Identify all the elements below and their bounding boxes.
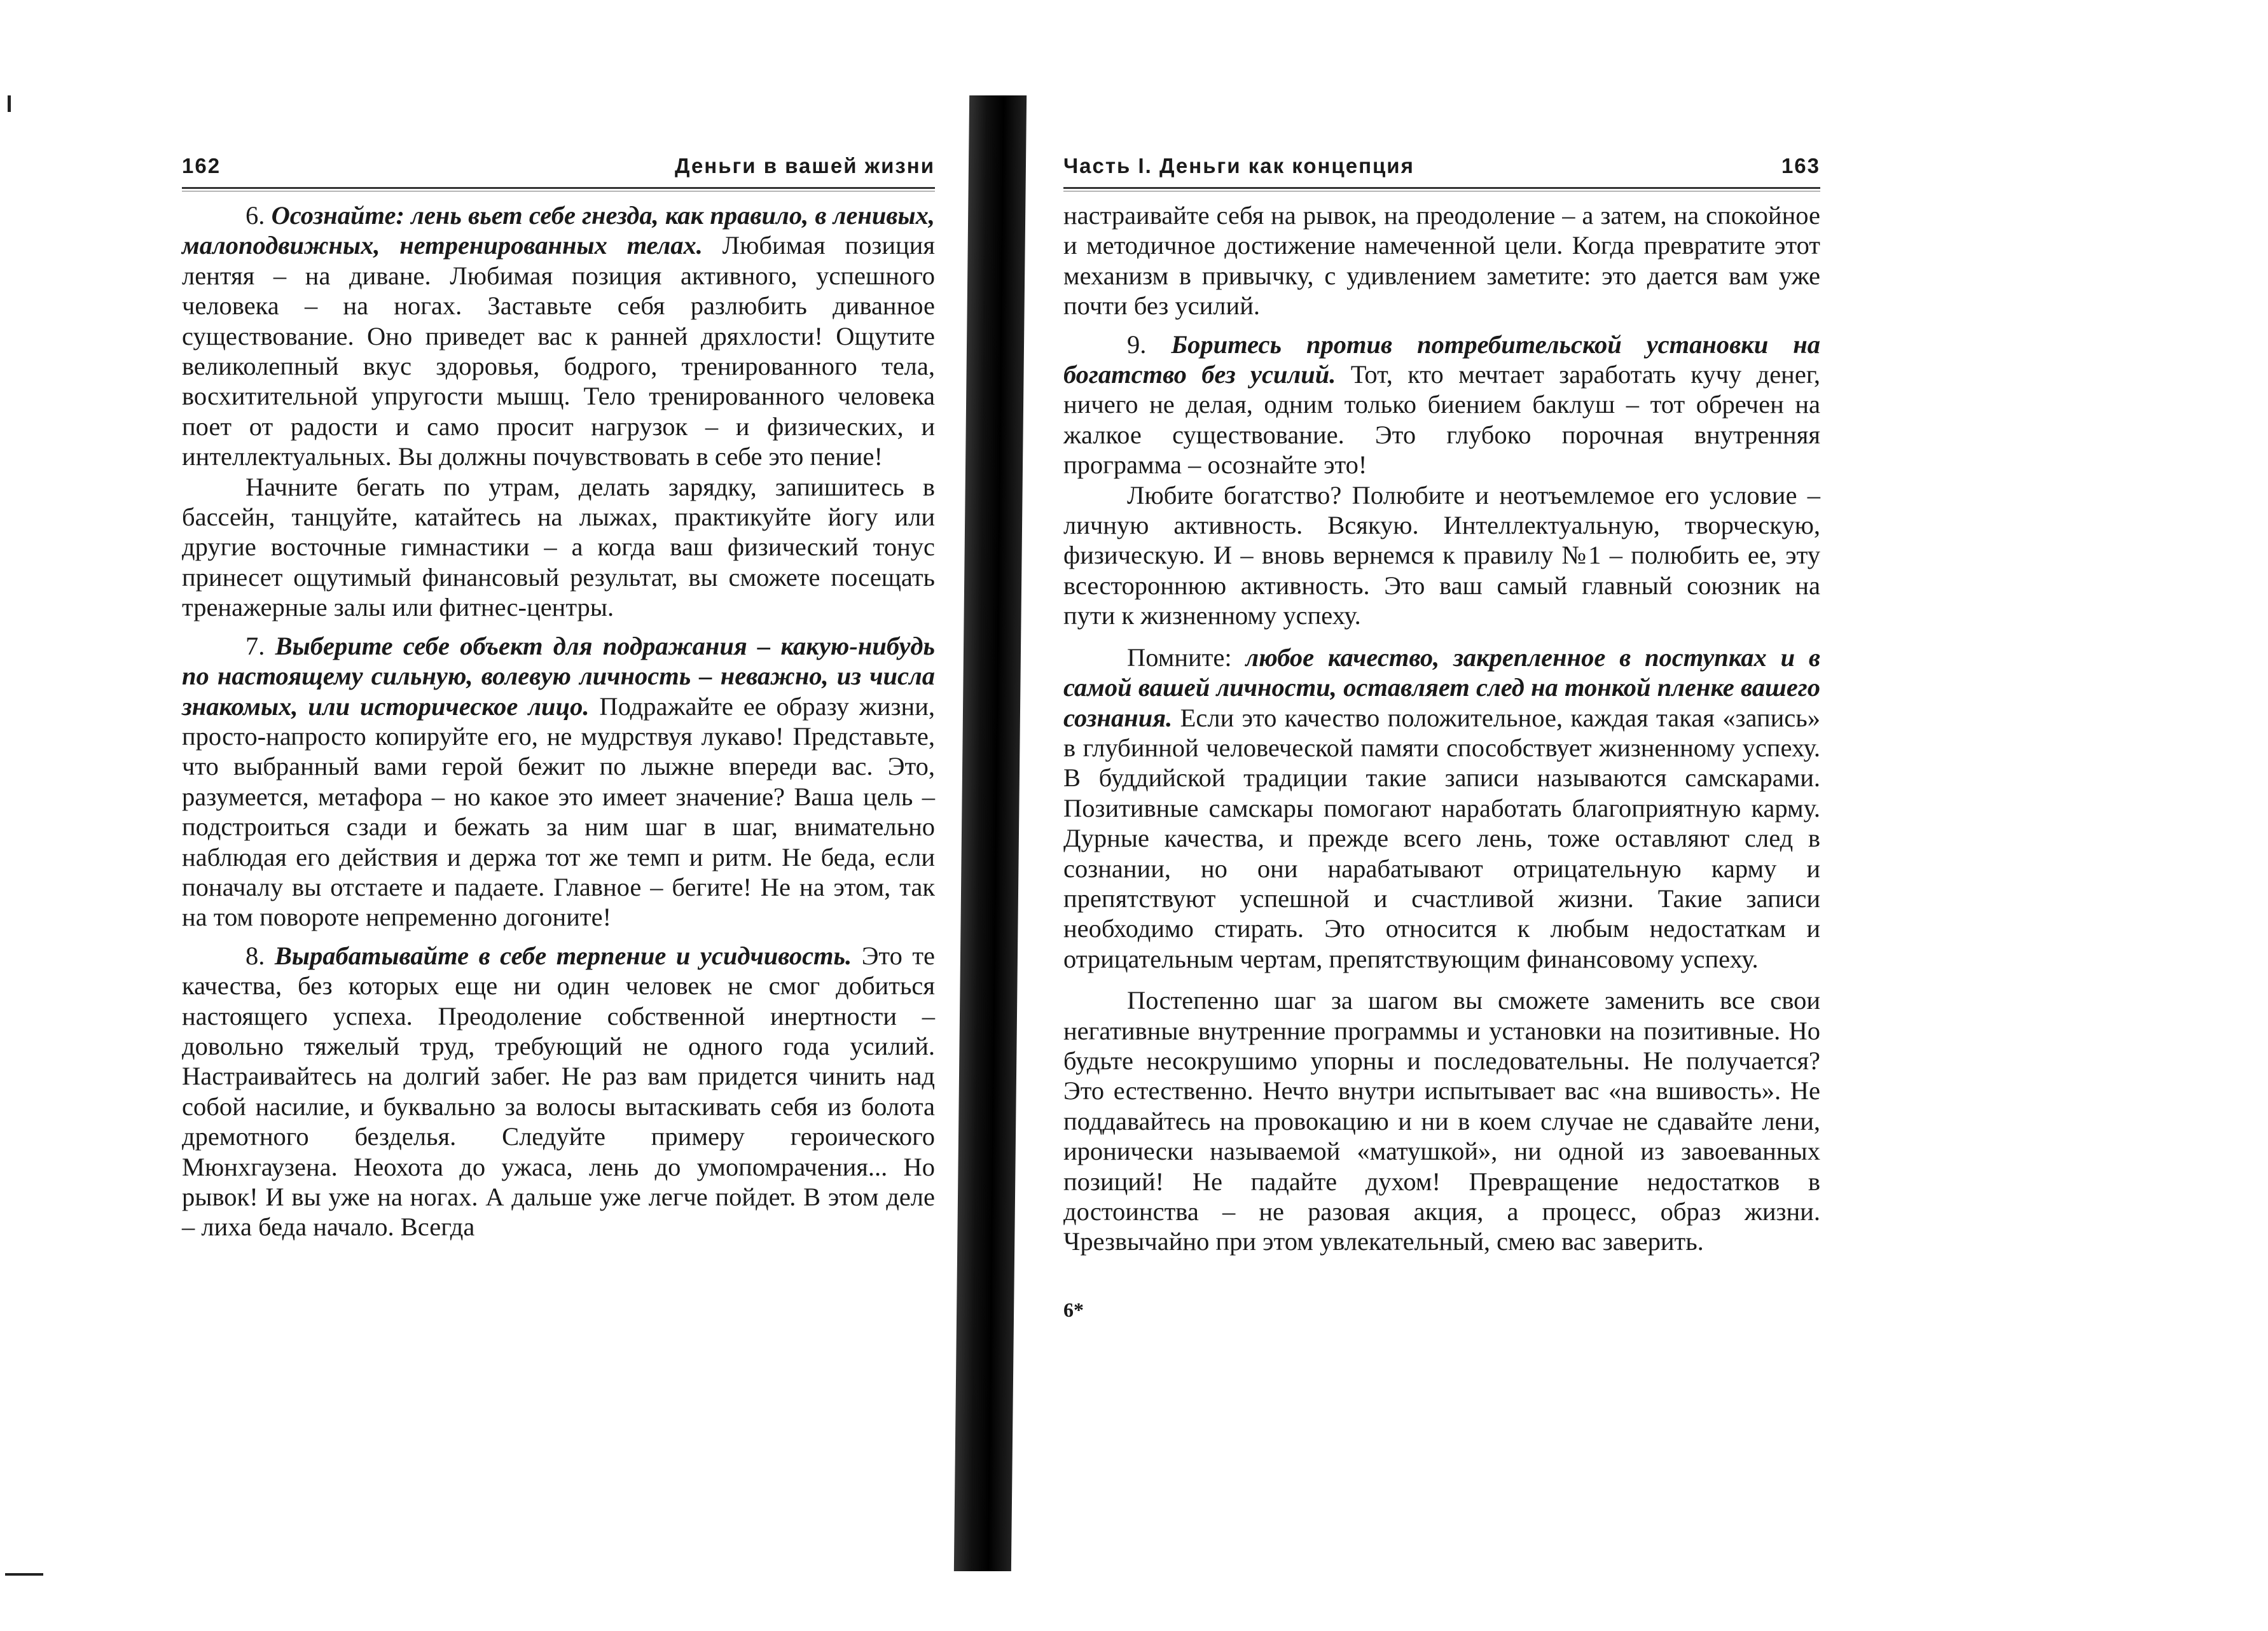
paragraph-text: Это те качества, без которых еще ни один человек не смог добиться настоящего успеха. Преодоление собственной инертности – довольно тяжелый труд, требующий не одного года усилий. Настраивайтесь на долгий забег. Не раз вам придется чинить над собой насилие, и буквально за волосы вытаскивать себя из болота дремотного безделья. Следуйте примеру героического Мюнхгаузена. Неохота до ужаса, лень до умопомрачения... Но рывок! И вы уже на ногах. А дальше уже легче пойдет. В этом деле – лиха беда начало. Всегда <box>182 941 936 1242</box>
right-page <box>1063 151 1820 1325</box>
paragraph-text: Любимая позиция лентяя – на диване. Любимая позиция активного, успешного человека – на ногах. Заставьте себя разлюбить диванное существование. Оно приведет вас к ранней дряхлости! Ощутите великолепный вкус здоровья, бодрого, тренированного тела, восхитительной упругости мышц. Тело тренированного человека поет от радости и само просит нагрузок – и физических, и интеллектуальных. Вы должны почувствовать в себе это пение! <box>182 231 935 471</box>
paragraph-text: Подражайте ее образу жизни, просто-напросто копируйте его, не мудрствуя лукаво! Представьте, что выбранный вами герой бежит по лыжне впереди вас. Это, разумеется, метафора – но какое это имеет значение? Ваша цель – подстроиться сзади и бежать за ним шаг в шаг, внимательно наблюдая его действия и держа тот же темп и ритм. Не беда, если поначалу вы отстаете и падаете. Главное – бегите! Не на этом, так на том повороте непременно догоните! <box>182 691 935 932</box>
item-number: 7. <box>245 631 275 660</box>
paragraph-text: настраивайте себя на рывок, на преодоление – а затем, на спокойное и методичное достижение намеченной цели. Когда превратите этот механизм в привычку, с удивлением заметите: это дается вам уже почти без усилий. <box>1063 201 1820 321</box>
header-rule <box>1063 187 1820 191</box>
item-number: 8. <box>245 941 275 970</box>
page-header <box>182 151 935 187</box>
left-page <box>182 151 935 1242</box>
emphasis-text: Выберите себе объект для подражания – какую-нибудь по настоящему сильную, волевую личность – неважно, из числа знакомых, или историческое лицо. <box>182 631 935 721</box>
paragraph-text: Если это качество положительное, каждая такая «запись» в глубинной человеческой памяти способствует жизненному успеху. В буддийской традиции такие записи называются самскарами. Позитивные самскары помогают наработать благоприятную карму. Дурные качества, и прежде всего лень, тоже оставляют след в сознании, но они нарабатывают отрицательную карму и препятствуют успешной и счастливой жизни. Такие записи необходимо стирать. Это относится к любым недостаткам и отрицательным чертам, препятствующим финансовому успеху. <box>1063 703 1820 973</box>
scan-artifact-top-left <box>8 95 11 112</box>
emphasis-text: Боритесь против потребительской установки на богатство без усилий. <box>1063 330 1820 389</box>
running-title: Деньги в вашей жизни <box>675 154 935 177</box>
item-number: 6. <box>245 201 272 230</box>
paragraph-item-8 <box>182 941 935 1242</box>
paragraph-item-9 <box>1063 330 1820 480</box>
emphasis-text: Вырабатывайте в себе терпение и усидчивость. <box>274 941 852 970</box>
book-spine-shadow <box>954 95 1027 1571</box>
paragraph-item-7 <box>182 631 935 933</box>
header-rule <box>182 187 935 191</box>
item-number: 9. <box>1127 330 1172 359</box>
paragraph-text: Любите богатство? Полюбите и неотъемлемое его условие – личную активность. Всякую. Интеллектуальную, творческую, физическую. И – вновь вернемся к правилу №1 – полюбить ее, эту всестороннюю активность. Это ваш самый главный союзник на пути к жизненному успеху. <box>1063 480 1820 630</box>
lead-text: Помните: <box>1127 642 1246 672</box>
paragraph-text: Постепенно шаг за шагом вы сможете заменить все свои негативные внутренние программы и установки на позитивные. Но будьте несокрушимо упорны и последовательны. Не получается? Это естественно. Нечто внутри испытывает вас «на вшивость». Не поддавайтесь на провокацию и ни в коем случае не сдавайте лени, иронически называемой «матушкой», ни одной из завоеванных позиций! Не падайте духом! Превращение недостатков в достоинства – не разовая акция, а процесс, образ жизни. Чрезвычайно при этом увлекательный, смею вас заверить. <box>1063 986 1820 1256</box>
paragraph <box>1063 985 1820 1257</box>
page-number: 162 <box>182 154 221 177</box>
paragraph-continued <box>1063 200 1820 321</box>
paragraph-item-6 <box>182 200 935 472</box>
paragraph-text: Тот, кто мечтает заработать кучу денег, ничего не делая, одним только биением баклуш – тот обречен на жалкое существование. Это глубоко порочная внутренняя программа – осознайте это! <box>1063 360 1820 480</box>
paragraph <box>182 472 935 623</box>
paragraph-remember <box>1063 642 1820 974</box>
scan-artifact-bottom-left <box>5 1573 43 1576</box>
paragraph-text: Начните бегать по утрам, делать зарядку, запишитесь в бассейн, танцуйте, катайтесь на лыжах, практикуйте йогу или другие восточные гимнастики – а когда ваш физический тонус принесет ощутимый финансовый результат, вы сможете посещать тренажерные залы или фитнес-центры. <box>182 472 935 622</box>
running-title: Часть I. Деньги как концепция <box>1063 154 1414 177</box>
page-body <box>182 200 935 1242</box>
emphasis-text: любое качество, закрепленное в поступках и в самой вашей личности, оставляет след на тонкой пленке вашего сознания. <box>1063 642 1820 732</box>
emphasis-text: Осознайте: лень вьет себе гнезда, как правило, в ленивых, малоподвижных, нетренированных телах. <box>182 201 935 260</box>
page-number: 163 <box>1781 154 1820 177</box>
page-header <box>1063 151 1820 187</box>
signature-mark: 6* <box>1063 1298 1084 1321</box>
paragraph <box>1063 480 1820 631</box>
page-body <box>1063 200 1820 1325</box>
